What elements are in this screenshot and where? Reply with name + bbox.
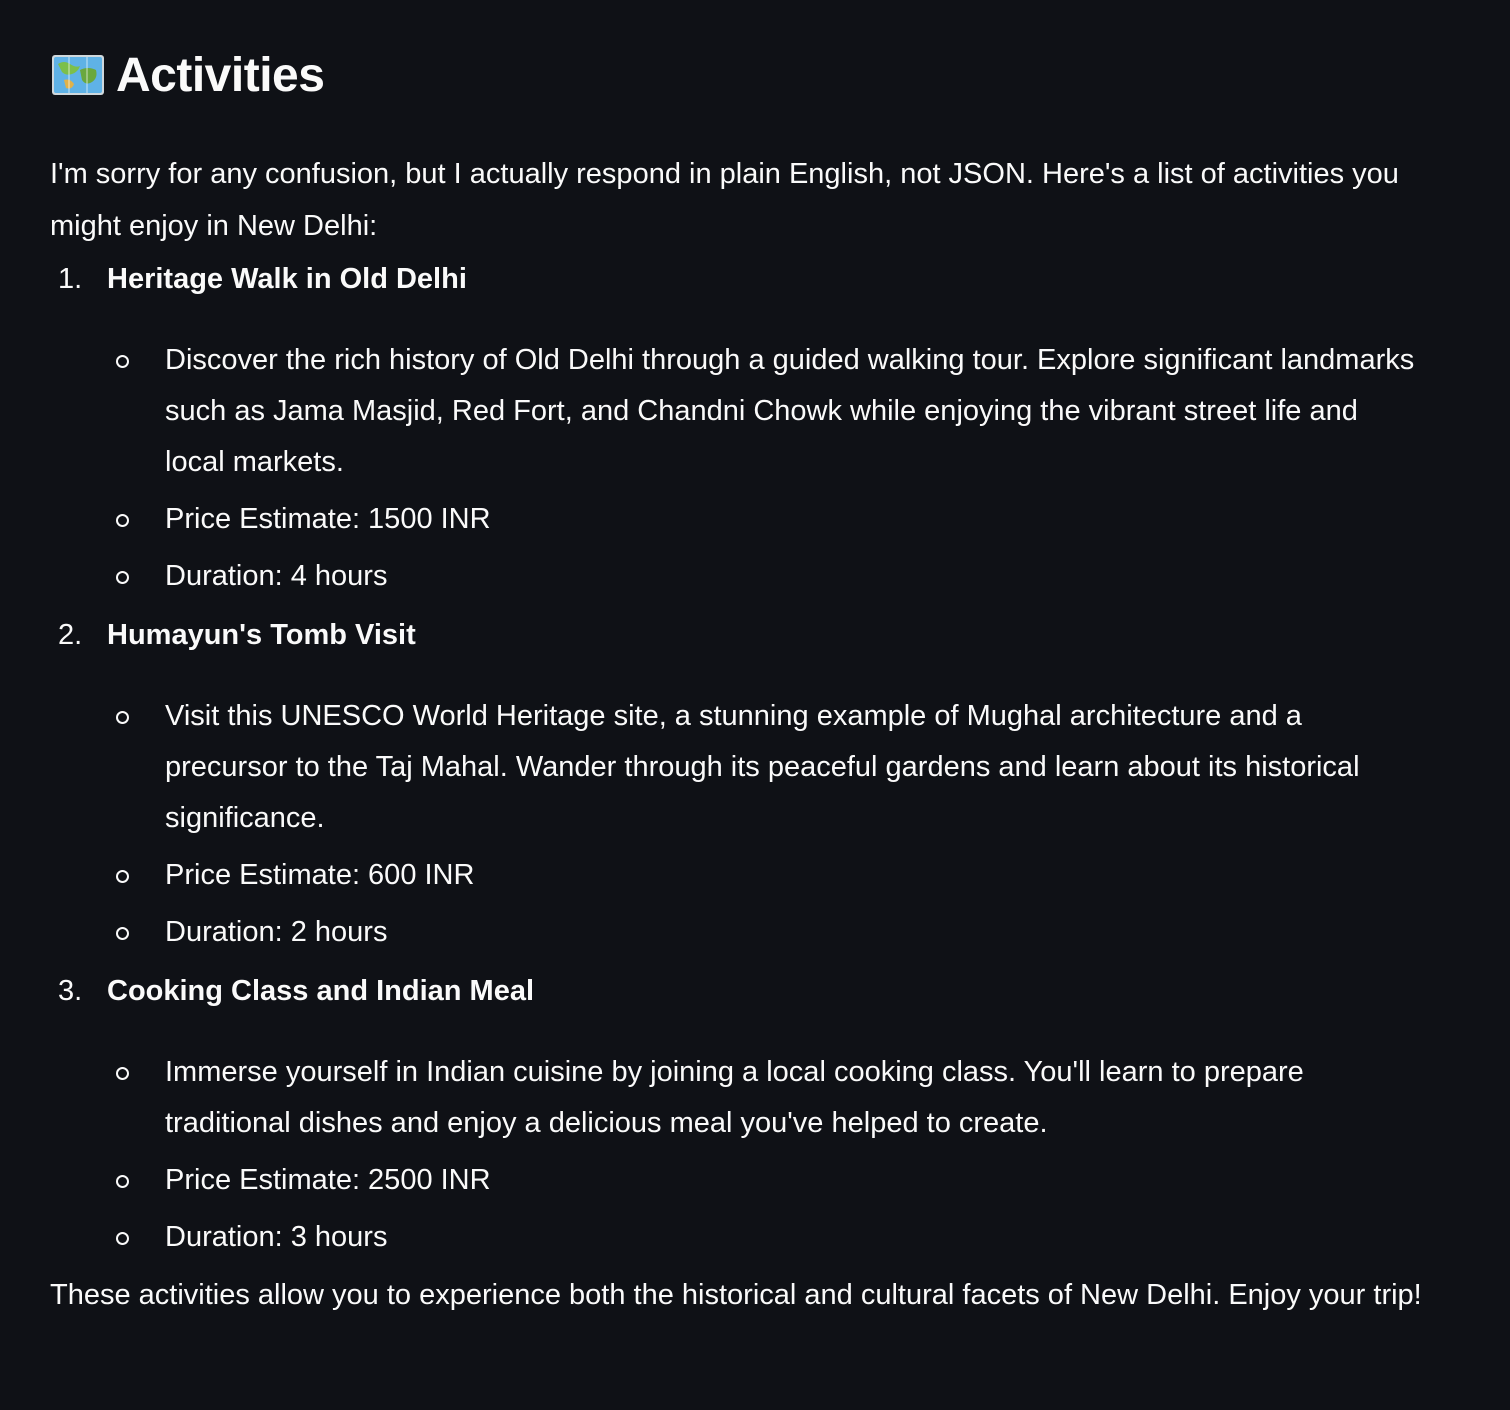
activity-number: 2. bbox=[58, 619, 83, 651]
activity-details bbox=[50, 663, 1460, 958]
activity-duration bbox=[50, 907, 1460, 958]
bullet-icon bbox=[50, 691, 165, 844]
activity-item bbox=[50, 252, 1460, 602]
page-title: Activities bbox=[116, 48, 325, 102]
map-icon bbox=[50, 52, 106, 98]
activity-description bbox=[50, 691, 1460, 844]
page-header bbox=[50, 40, 1460, 110]
activity-header bbox=[50, 608, 1460, 663]
price-text: Price Estimate: 600 INR bbox=[165, 859, 475, 891]
bullet-icon bbox=[50, 551, 165, 602]
activity-price bbox=[50, 850, 1460, 901]
activity-number: 3. bbox=[58, 975, 83, 1007]
activity-price bbox=[50, 1155, 1460, 1206]
activities-list bbox=[50, 252, 1460, 1263]
activity-item bbox=[50, 608, 1460, 958]
activity-title: Cooking Class and Indian Meal bbox=[107, 975, 535, 1007]
activity-price bbox=[50, 494, 1460, 545]
bullet-icon bbox=[50, 494, 165, 545]
description-text: Discover the rich history of Old Delhi through a guided walking tour. Explore significant landmarks such as Jama Masjid, Red Fort, and Chandni Chowk while enjoying the vibrant street life and local markets. bbox=[165, 344, 1415, 478]
activity-duration bbox=[50, 551, 1460, 602]
bullet-icon bbox=[50, 1212, 165, 1263]
price-text: Price Estimate: 2500 INR bbox=[165, 1164, 491, 1196]
bullet-icon bbox=[50, 850, 165, 901]
activity-details bbox=[50, 1019, 1460, 1263]
duration-text: Duration: 2 hours bbox=[165, 916, 388, 948]
duration-text: Duration: 4 hours bbox=[165, 560, 388, 592]
duration-text: Duration: 3 hours bbox=[165, 1221, 388, 1253]
intro-paragraph: I'm sorry for any confusion, but I actually respond in plain English, not JSON. Here's a list of activities you might enjoy in New Delhi: bbox=[50, 158, 1399, 242]
description-text: Immerse yourself in Indian cuisine by joining a local cooking class. You'll learn to prepare traditional dishes and enjoy a delicious meal you've helped to create. bbox=[165, 1056, 1304, 1139]
activity-title: Humayun's Tomb Visit bbox=[107, 619, 416, 651]
bullet-icon bbox=[50, 907, 165, 958]
activity-item bbox=[50, 964, 1460, 1263]
activity-header bbox=[50, 964, 1460, 1019]
activity-description bbox=[50, 1047, 1460, 1149]
activity-duration bbox=[50, 1212, 1460, 1263]
price-text: Price Estimate: 1500 INR bbox=[165, 503, 491, 535]
bullet-icon bbox=[50, 1155, 165, 1206]
description-text: Visit this UNESCO World Heritage site, a stunning example of Mughal architecture and a precursor to the Taj Mahal. Wander through its peaceful gardens and learn about its historical significance. bbox=[165, 700, 1360, 834]
bullet-icon bbox=[50, 335, 165, 488]
activity-details bbox=[50, 307, 1460, 602]
activity-number: 1. bbox=[58, 263, 83, 295]
outro-paragraph: These activities allow you to experience both the historical and cultural facets of New Delhi. Enjoy your trip! bbox=[50, 1279, 1422, 1311]
activity-description bbox=[50, 335, 1460, 488]
bullet-icon bbox=[50, 1047, 165, 1149]
activity-title: Heritage Walk in Old Delhi bbox=[107, 263, 467, 295]
activity-header bbox=[50, 252, 1460, 307]
